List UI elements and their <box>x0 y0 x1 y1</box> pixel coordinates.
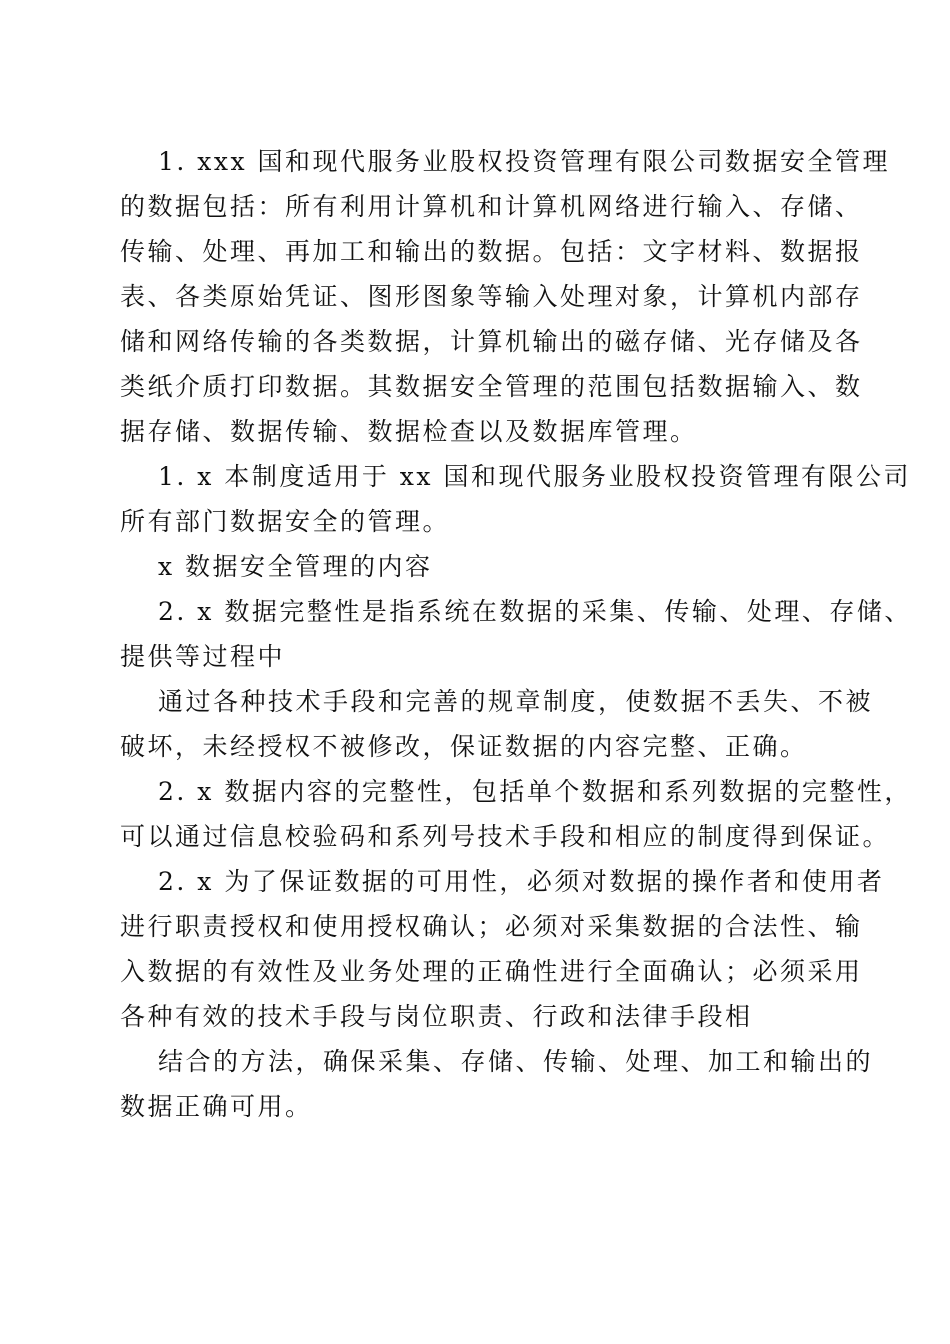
paragraph-5-line-1: 2. x 数据内容的完整性，包括单个数据和系列数据的完整性， <box>158 777 912 806</box>
paragraph-3-line-1: 2. x 数据完整性是指系统在数据的采集、传输、处理、存储、 <box>158 597 912 626</box>
paragraph-1-line-6: 类纸介质打印数据。其数据安全管理的范围包括数据输入、数 <box>120 372 863 401</box>
paragraph-1-line-7: 据存储、数据传输、数据检查以及数据库管理。 <box>120 417 698 446</box>
paragraph-1-line-3: 传输、处理、再加工和输出的数据。包括：文字材料、数据报 <box>120 237 863 266</box>
paragraph-6-line-3: 入数据的有效性及业务处理的正确性进行全面确认；必须采用 <box>120 957 863 986</box>
paragraph-6-line-2: 进行职责授权和使用授权确认；必须对采集数据的合法性、输 <box>120 912 863 941</box>
paragraph-7-line-1: 结合的方法，确保采集、存储、传输、处理、加工和输出的 <box>158 1047 874 1076</box>
paragraph-4-line-2: 破坏，未经授权不被修改，保证数据的内容完整、正确。 <box>120 732 808 761</box>
paragraph-2-line-1: 1. x 本制度适用于 xx 国和现代服务业股权投资管理有限公司 <box>158 462 911 491</box>
paragraph-3-line-2: 提供等过程中 <box>120 642 286 671</box>
paragraph-4-line-1: 通过各种技术手段和完善的规章制度，使数据不丢失、不被 <box>158 687 874 716</box>
paragraph-1-line-2: 的数据包括：所有利用计算机和计算机网络进行输入、存储、 <box>120 192 863 221</box>
paragraph-6-line-4: 各种有效的技术手段与岗位职责、行政和法律手段相 <box>120 1002 753 1031</box>
paragraph-1-line-5: 储和网络传输的各类数据，计算机输出的磁存储、光存储及各 <box>120 327 863 356</box>
paragraph-2-line-2: 所有部门数据安全的管理。 <box>120 507 451 536</box>
paragraph-1-line-1: 1. xxx 国和现代服务业股权投资管理有限公司数据安全管理 <box>158 147 891 176</box>
paragraph-6-line-1: 2. x 为了保证数据的可用性，必须对数据的操作者和使用者 <box>158 867 885 896</box>
paragraph-7-line-2: 数据正确可用。 <box>120 1092 313 1121</box>
paragraph-1-line-4: 表、各类原始凭证、图形图象等输入处理对象，计算机内部存 <box>120 282 863 311</box>
section-heading: x 数据安全管理的内容 <box>158 552 433 581</box>
paragraph-5-line-2: 可以通过信息校验码和系列号技术手段和相应的制度得到保证。 <box>120 822 891 851</box>
